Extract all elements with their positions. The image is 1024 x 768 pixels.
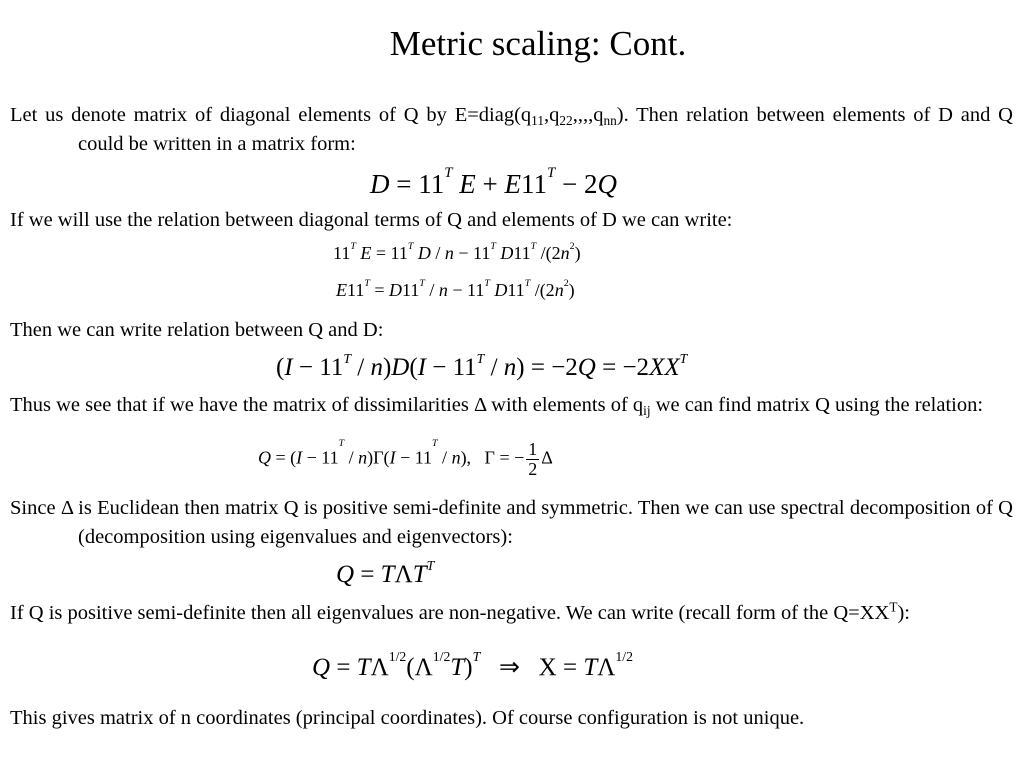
p4-sub-ij: ij bbox=[643, 402, 651, 418]
p6-text-a: If Q is positive semi-definite then all eigenvalues are non-negative. We can write (recall form of the Q=XX bbox=[10, 602, 890, 624]
equation-trace-2: $E11^T = D11^T / n - 11^T$ $D11^T$ $/(2n^2)$ bbox=[336, 277, 575, 300]
paragraph-euclidean: Since Δ is Euclidean then matrix Q is positive semi-definite and symmetric. Then we can use spectral decomposition of Q (decomposition using eigenvalues and eigenvectors): bbox=[10, 497, 1013, 548]
slide-title: Metric scaling: Cont. bbox=[389, 24, 687, 63]
p1-sub-nn: nn bbox=[603, 112, 617, 128]
equation-spectral-decomposition: $Q = T\Lambda T^T$ bbox=[336, 557, 435, 588]
paragraph-dissimilarities bbox=[10, 391, 1013, 420]
p6-sup-t: T bbox=[889, 599, 898, 615]
paragraph-diagonal-terms: If we will use the relation between diagonal terms of Q and elements of D we can write: bbox=[10, 209, 733, 231]
paragraph-diagonal-matrix bbox=[10, 101, 1013, 159]
p1-comma-1: ,q bbox=[544, 104, 560, 126]
equation-double-centering: $(I - 11^T / n)D(I - 11^T / n) = -2Q = -2XX^T$ bbox=[276, 350, 688, 381]
p4-text-b: we can find matrix Q using the relation: bbox=[650, 394, 984, 416]
p6-text-b: ): bbox=[897, 602, 910, 624]
paragraph-eigenvalues bbox=[10, 599, 1013, 628]
p4-text-a: Thus we see that if we have the matrix of dissimilarities Δ with elements of q bbox=[10, 394, 644, 416]
p1-text-a: Let us denote matrix of diagonal elements of Q by E=diag(q bbox=[10, 104, 532, 126]
equation-d-matrix: $D = 11^T$ $E + E11^T - 2Q$ bbox=[370, 165, 617, 199]
p1-text-b: ). Then relation between elements of D and Q could be written in a matrix form: bbox=[78, 104, 1013, 155]
equation-trace-1: $11^T$ $E = 11^T$ $D / n - 11^T$ $D11^T$ $/(2n^2)$ bbox=[333, 240, 581, 263]
paragraph-principal-coordinates: This gives matrix of n coordinates (principal coordinates). Of course configuration is not unique. bbox=[10, 707, 805, 729]
one-half-fraction: $\frac{1}{2}$ bbox=[528, 439, 538, 479]
paragraph-q-and-d: Then we can write relation between Q and D: bbox=[10, 319, 384, 341]
p1-comma-2: ,,,,q bbox=[572, 104, 604, 126]
equation-coordinates: $Q = T\Lambda^{1/2}(\Lambda^{1/2}T)^T$ ⇒ $X = T\Lambda^{1/2}$ bbox=[312, 648, 633, 681]
p1-sub-11: 11 bbox=[531, 112, 544, 128]
p1-sub-22: 22 bbox=[559, 112, 573, 128]
equation-q-from-delta: $Q = (I - 11^T / n)\Gamma(I - 11^T / n)$, Γ = − $\frac{1}{2}$ Δ bbox=[258, 437, 553, 479]
